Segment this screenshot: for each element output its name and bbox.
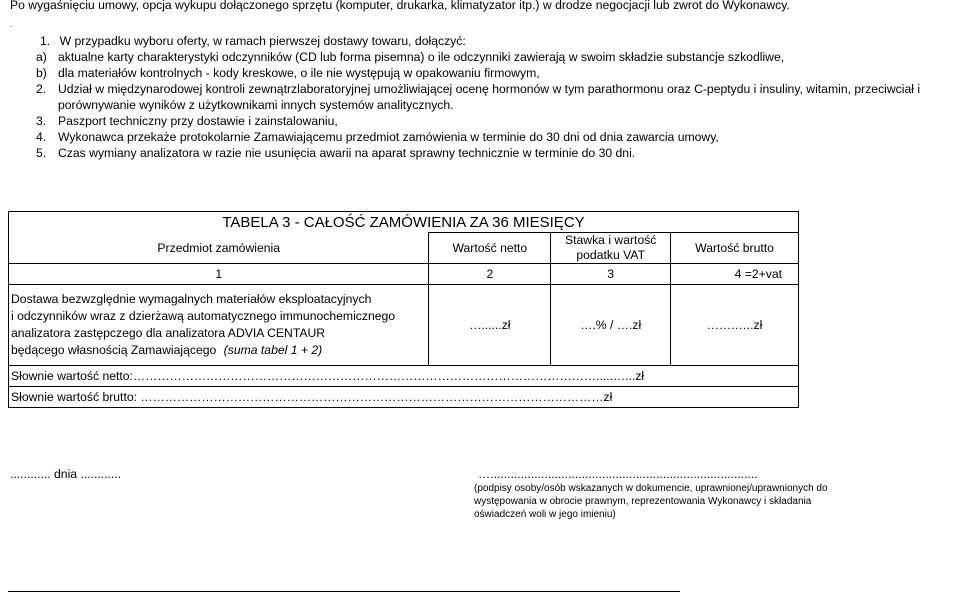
list-item (36, 129, 719, 145)
item-text: dla materiałów kontrolnych - kody kreskowe, o ile nie występują w opakowaniu firmowym, (58, 66, 540, 80)
item-number: 1. (40, 34, 51, 48)
signature-caption-2: występowania w obrocie prawnym, reprezentowania Wykonawcy i składania (474, 496, 812, 507)
item-number: a) (36, 50, 47, 64)
header-vat-line1: Stawka i wartość (564, 233, 657, 247)
list-item (36, 81, 921, 97)
item-description (9, 285, 429, 366)
desc-line: analizatora zastępczego dla analizatora ADVIA CENTAUR (11, 326, 326, 340)
desc-owner: będącego własnością Zamawiającego (11, 343, 217, 357)
vat-value-field[interactable]: ….% / ….zł (551, 285, 671, 366)
item-number: b) (36, 66, 47, 80)
net-in-words-field[interactable]: Słownie wartość netto:…………………………………………………………………………………………………….....…...zł (9, 366, 799, 387)
list-item (36, 145, 636, 161)
col-number: 3 (551, 264, 671, 285)
header-gross-value: Wartość brutto (671, 233, 799, 264)
list-item (36, 113, 338, 129)
desc-line (11, 342, 428, 359)
net-value-field[interactable]: …......zł (429, 285, 551, 366)
table-title: TABELA 3 - CAŁOŚĆ ZAMÓWIENIA ZA 36 MIESIĘCY (9, 212, 799, 233)
item-number: 5. (36, 146, 47, 160)
list-item (40, 33, 466, 49)
item-text: Wykonawca przekaże protokolarnie Zamawiającemu przedmiot zamówienia w terminie do 30 dni od dnia zawarcia umowy, (58, 130, 719, 144)
header-net-value: Wartość netto (429, 233, 551, 264)
col-number: 4 =2+vat (671, 264, 799, 285)
table-row (9, 285, 799, 366)
item-number: 4. (36, 130, 47, 144)
desc-line: i odczynników wraz z dzierżawą automatycznego immunochemicznego (11, 309, 396, 323)
gross-value-field[interactable]: …….…..zł (671, 285, 799, 366)
col-number: 1 (9, 264, 429, 285)
signature-line[interactable]: …............................................................................... (478, 467, 758, 481)
item-text: Czas wymiany analizatora w razie nie usunięcia awarii na aparat sprawny technicznie w terminie do 30 dni. (58, 146, 636, 160)
footer-divider (8, 591, 680, 592)
header-vat-line2: podatku VAT (576, 248, 646, 262)
item-text: aktualne karty charakterystyki odczynników (CD lub forma pisemna) o ile odczynniki zawierają w swoim składzie substancje szkodliwe, (58, 50, 785, 64)
list-item (36, 49, 785, 65)
header-subject: Przedmiot zamówienia (9, 233, 429, 264)
item-text: W przypadku wyboru oferty, w ramach pierwszej dostawy towaru, dołączyć: (59, 34, 466, 48)
desc-line: Dostawa bezwzględnie wymagalnych materiałów eksploatacyjnych (11, 292, 372, 306)
intro-line: Po wygaśnięciu umowy, opcja wykupu dołączonego sprzętu (komputer, drukarka, klimatyzator itp.) w drodze negocjacji lub zwrot do Wykonawcy. (10, 0, 790, 12)
signature-caption-3: oświadczeń woli w jego imieniu) (474, 509, 616, 520)
stray-mark: . (10, 20, 13, 29)
item-number: 2. (36, 82, 47, 96)
item-text: Paszport techniczny przy dostawie i zainstalowaniu, (58, 114, 338, 128)
signature-caption-1: (podpisy osoby/osób wskazanych w dokumencie, uprawnionej/uprawnionych do (474, 483, 828, 494)
desc-sum-note: (suma tabel 1 + 2) (223, 343, 323, 357)
gross-in-words-field[interactable]: Słownie wartość brutto: ……………………………………………………………………………………………………zł (9, 387, 799, 408)
header-vat (551, 233, 671, 264)
col-number: 2 (429, 264, 551, 285)
order-summary-table (8, 211, 799, 408)
place-date-field[interactable]: ............ dnia ............ (10, 467, 122, 481)
list-item-continuation: porównywanie wyników z użytkownikami innych systemów analitycznych. (58, 98, 454, 112)
item-number: 3. (36, 114, 47, 128)
list-item (36, 65, 540, 81)
item-text: Udział w międzynarodowej kontroli zewnątrzlaboratoryjnej umożliwiającej ocenę hormonów w tym parathormonu oraz C-peptydu i insuliny, witamin, przeciwciał i (58, 82, 921, 96)
